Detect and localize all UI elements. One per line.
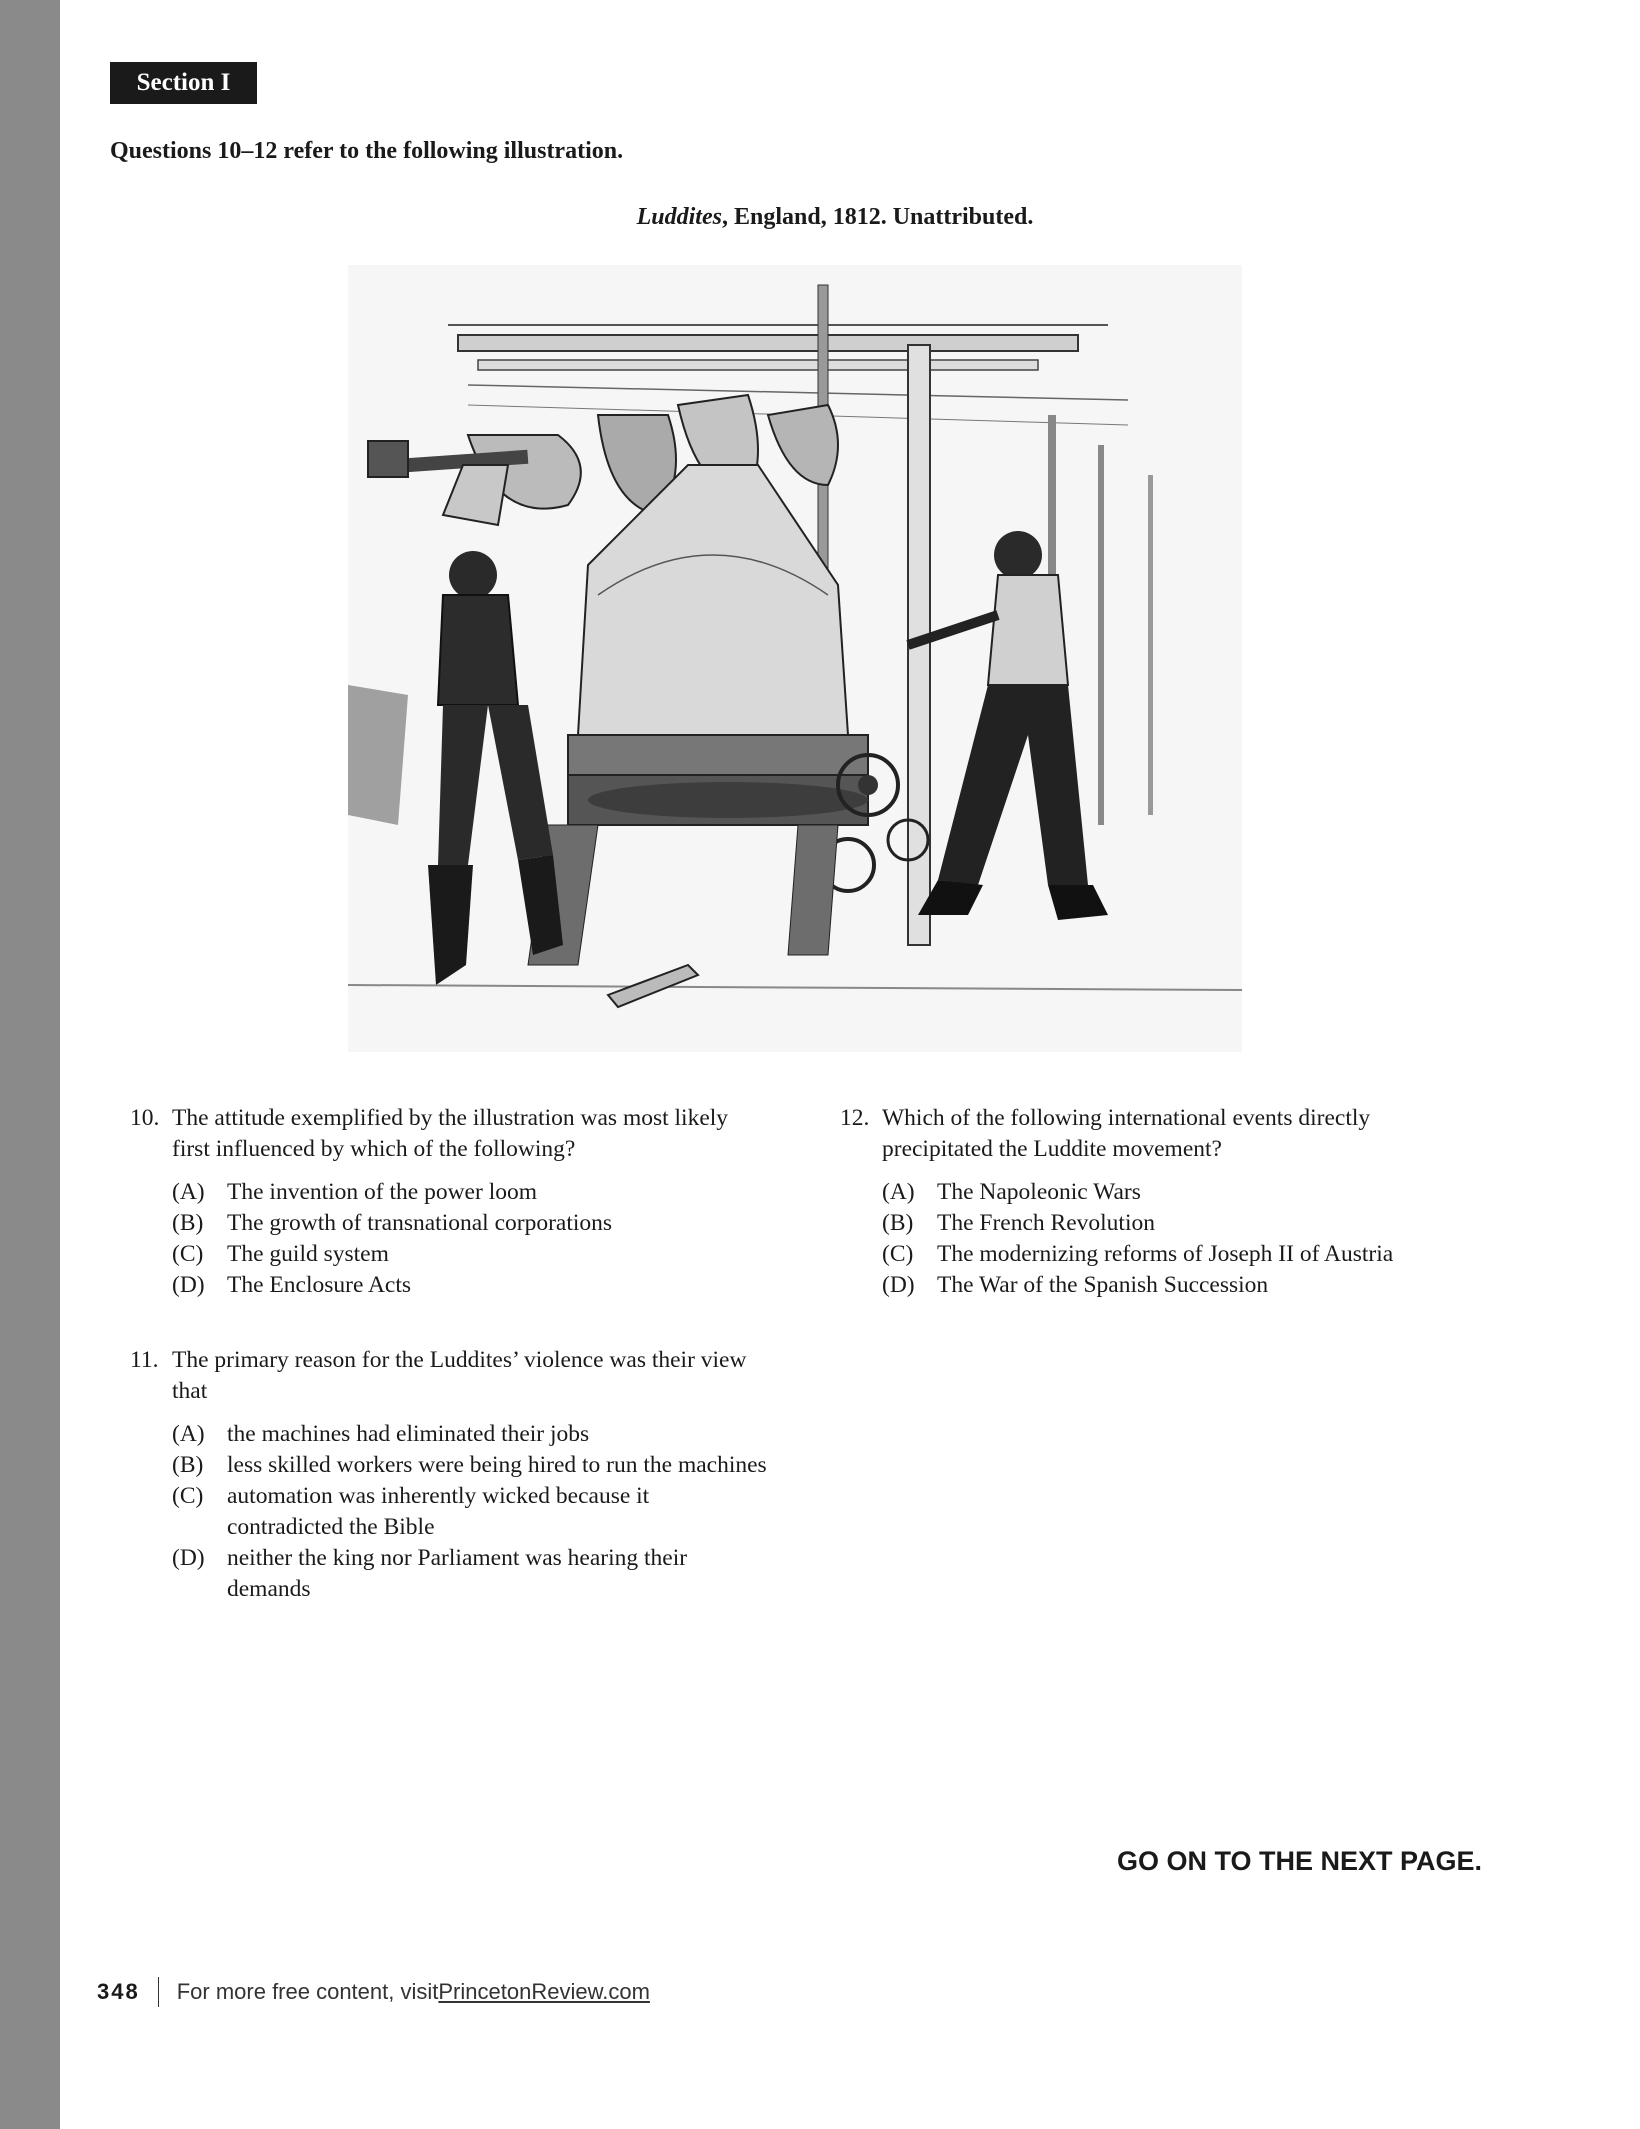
choice-text: the machines had eliminated their jobs (227, 1421, 590, 1447)
page-number: 348 (97, 1979, 140, 2004)
question-stem (130, 1345, 770, 1407)
choice-letter: (C) (172, 1483, 204, 1509)
answer-choices (130, 1177, 770, 1301)
choice-text: neither the king nor Parliament was hearing their demands (227, 1545, 688, 1602)
choice-text: The invention of the power loom (227, 1179, 537, 1205)
page-footer (97, 1976, 650, 2008)
answer-choice[interactable] (172, 1450, 770, 1481)
questions-intro: Questions 10–12 refer to the following illustration. (110, 138, 624, 164)
answer-choice[interactable] (172, 1239, 770, 1270)
question-number: 11. (130, 1347, 159, 1373)
question-stem (840, 1103, 1480, 1165)
section-label: Section I (110, 62, 257, 104)
choice-letter: (A) (882, 1179, 915, 1205)
choice-text: The growth of transnational corporations (227, 1210, 613, 1236)
answer-choice[interactable] (882, 1208, 1480, 1239)
choice-text: The French Revolution (937, 1210, 1155, 1236)
question-11 (130, 1345, 770, 1605)
question-10 (130, 1103, 770, 1301)
engraving-icon (348, 265, 1242, 1052)
answer-choice[interactable] (172, 1543, 770, 1605)
question-text: The primary reason for the Luddites’ violence was their view that (172, 1347, 747, 1404)
question-text: Which of the following international events directly precipitated the Luddite movement? (882, 1105, 1371, 1162)
choice-text: The Napoleonic Wars (937, 1179, 1141, 1205)
choice-letter: (A) (172, 1421, 205, 1447)
choice-letter: (B) (172, 1452, 204, 1478)
choice-letter: (C) (172, 1241, 204, 1267)
choice-letter: (B) (882, 1210, 914, 1236)
choice-text: The War of the Spanish Succession (937, 1272, 1269, 1298)
choice-letter: (D) (882, 1272, 915, 1298)
answer-choice[interactable] (172, 1270, 770, 1301)
question-text: The attitude exemplified by the illustration was most likely first influenced by which of the following? (172, 1105, 729, 1162)
caption-rest: , England, 1812. Unattributed. (721, 204, 1034, 230)
answer-choice[interactable] (882, 1239, 1480, 1270)
answer-choice[interactable] (172, 1177, 770, 1208)
choice-text: The Enclosure Acts (227, 1272, 412, 1298)
question-stem (130, 1103, 770, 1165)
answer-choices (840, 1177, 1480, 1301)
question-number: 10. (130, 1105, 160, 1131)
luddites-illustration (348, 265, 1242, 1052)
choice-letter: (D) (172, 1272, 205, 1298)
choice-letter: (B) (172, 1210, 204, 1236)
footer-text: For more free content, visit (176, 1979, 439, 2004)
question-number: 12. (840, 1105, 870, 1131)
princeton-review-link[interactable]: PrincetonReview.com (438, 1979, 650, 2004)
question-12 (840, 1103, 1480, 1301)
choice-text: The guild system (227, 1241, 389, 1267)
answer-choice[interactable] (172, 1419, 770, 1450)
choice-letter: (A) (172, 1179, 205, 1205)
choice-text: automation was inherently wicked because it contradicted the Bible (227, 1483, 650, 1540)
next-page-notice: GO ON TO THE NEXT PAGE. (1116, 1846, 1482, 1876)
choice-letter: (D) (172, 1545, 205, 1571)
choice-letter: (C) (882, 1241, 914, 1267)
answer-choice[interactable] (172, 1481, 770, 1543)
choice-text: less skilled workers were being hired to run the machines (227, 1452, 767, 1478)
answer-choices (130, 1419, 770, 1605)
choice-text: The modernizing reforms of Joseph II of Austria (937, 1241, 1394, 1267)
caption-title: Luddites (636, 204, 722, 230)
footer-divider (158, 1977, 159, 2007)
answer-choice[interactable] (882, 1177, 1480, 1208)
answer-choice[interactable] (172, 1208, 770, 1239)
side-bar (0, 0, 60, 2129)
answer-choice[interactable] (882, 1270, 1480, 1301)
illustration-caption (0, 204, 1640, 231)
